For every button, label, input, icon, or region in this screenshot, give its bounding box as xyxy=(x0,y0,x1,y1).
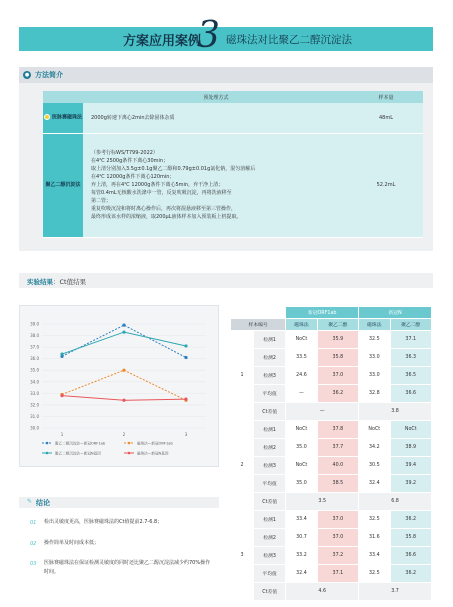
table-row xyxy=(231,421,431,438)
pencil-icon: ✎ xyxy=(27,498,33,505)
sub-col-header: 聚乙二醇 xyxy=(318,319,358,330)
table-cell: 37.0 xyxy=(318,529,358,546)
data-point xyxy=(184,398,187,401)
row-label: 检测2 xyxy=(254,439,285,456)
table-row xyxy=(231,493,431,510)
table-cell: 36.2 xyxy=(391,565,432,582)
method-section-title: 方法简介 xyxy=(35,71,63,79)
x-tick-label: 1 xyxy=(60,432,64,437)
data-point xyxy=(60,352,63,355)
table-cell: — xyxy=(286,385,316,402)
row-label: 检测2 xyxy=(254,349,285,366)
conclusion-number: 01 xyxy=(30,520,37,526)
series-line xyxy=(62,370,186,400)
row-label: Ct差值 xyxy=(254,583,285,600)
row-label: 检测2 xyxy=(254,529,285,546)
row-label: 检测3 xyxy=(254,367,285,384)
table-cell: 35.8 xyxy=(391,529,432,546)
page-title: 方案应用案例 xyxy=(123,34,202,49)
method-desc-peg: （参考行标WS/T799-2022） 在4℃ 2500g条件下离心30min； 取上清分别加入3.5g±0.1g聚乙二醇和0.79g±0.01g氯化钠，混匀溶解后 在4℃ 12000g条件下离心120min； 弃上清，再在4℃ 12000g条件下离心5min，弃干净上清； 每管0.4mL无核酸水洗涤中一管，反复吹吸沉淀，再将洗液移至 第二管； 重复吹吸沉淀和将时离心操作后，再次将混悬液移至第三管操作， 最终形成该水样的浓缩液，取200μL液体样本加入预装板上机提取。 xyxy=(83,133,349,237)
y-tick-label: 38.0 xyxy=(30,333,39,339)
legend-label: 聚乙二醇沉淀法—新冠ORF1ab xyxy=(55,441,106,446)
sub-col-header: 聚乙二醇 xyxy=(391,319,432,330)
ct-diff-cell: 6.8 xyxy=(359,493,431,510)
data-point xyxy=(184,356,187,359)
legend-marker xyxy=(46,452,49,455)
table-cell: NoCt xyxy=(286,331,316,348)
y-tick-label: 36.0 xyxy=(30,356,39,362)
table-cell: 35.0 xyxy=(286,439,316,456)
table-cell: 32.5 xyxy=(359,565,389,582)
table-cell: 36.3 xyxy=(391,349,432,366)
sample-id: 1 xyxy=(231,331,253,420)
table-cell: 35.0 xyxy=(286,475,316,492)
y-tick-label: 31.0 xyxy=(30,413,39,419)
highlight-dot-icon xyxy=(44,114,50,120)
ct-line-chart xyxy=(20,306,220,468)
table-row xyxy=(231,475,431,492)
legend-label: 聚乙二醇沉淀法—新冠N基因 xyxy=(55,451,101,456)
table-row xyxy=(231,349,431,366)
data-point xyxy=(184,344,187,347)
table-cell: 31.6 xyxy=(359,529,389,546)
table-row xyxy=(231,403,431,420)
table-cell: 37.8 xyxy=(318,421,358,438)
col-group-n: 新冠N xyxy=(359,307,431,318)
y-tick-label: 32.0 xyxy=(30,402,39,408)
table-cell: 37.1 xyxy=(391,331,432,348)
table-cell: 33.2 xyxy=(286,547,316,564)
data-point xyxy=(122,330,125,333)
row-label: 检测3 xyxy=(254,547,285,564)
method-label-peg: 聚乙二醇沉淀法 xyxy=(43,133,83,237)
table-cell: 36.5 xyxy=(391,367,432,384)
sub-col-header: 磁珠法 xyxy=(286,319,316,330)
table-cell: 30.7 xyxy=(286,529,316,546)
table-cell: 37.2 xyxy=(318,547,358,564)
table-cell: 37.0 xyxy=(318,511,358,528)
table-cell: 39.4 xyxy=(391,457,432,474)
table-row xyxy=(231,583,431,600)
row-label: 检测1 xyxy=(254,331,285,348)
row-label: 检测3 xyxy=(254,457,285,474)
chart-box xyxy=(19,305,219,467)
table-row xyxy=(231,511,431,528)
data-point xyxy=(122,324,125,327)
conclusion-number: 02 xyxy=(30,541,37,547)
table-cell: NoCt xyxy=(286,457,316,474)
table-row xyxy=(231,529,431,546)
conclusion-item: 检出灵敏度更高，医脉赛磁珠法的Ct值提前2.7-6.8； xyxy=(44,519,163,525)
x-tick-label: 3 xyxy=(184,432,188,437)
ct-diff-cell: 4.6 xyxy=(286,583,358,600)
legend-marker xyxy=(46,442,49,445)
page-subtitle: 磁珠法对比聚乙二醇沉淀法 xyxy=(226,34,352,46)
table-row xyxy=(231,457,431,474)
row-label: 检测1 xyxy=(254,511,285,528)
method-label-magnetic: 医脉赛磁珠法 xyxy=(43,103,83,133)
data-point xyxy=(122,369,125,372)
section-bullet-icon: ● xyxy=(24,72,30,78)
table-cell: NoCt xyxy=(391,421,432,438)
legend-label: 磁珠法—新冠ORF1ab xyxy=(137,441,173,446)
conclusion-title: 结论 xyxy=(36,499,50,507)
ct-diff-cell: 3.8 xyxy=(359,403,431,420)
sub-col-header: 磁珠法 xyxy=(359,319,389,330)
row-label: Ct差值 xyxy=(254,493,285,510)
legend-label: 磁珠法—新冠N基因 xyxy=(137,451,169,456)
table-cell: 33.0 xyxy=(359,367,389,384)
table-cell: 36.6 xyxy=(391,547,432,564)
table-cell: 30.5 xyxy=(359,457,389,474)
table-row xyxy=(231,385,431,402)
table-cell: 38.5 xyxy=(318,475,358,492)
table-cell: 35.8 xyxy=(318,349,358,366)
y-tick-label: 39.0 xyxy=(30,321,39,327)
col-sample: 样本编号 xyxy=(231,319,285,330)
legend-marker xyxy=(128,452,131,455)
data-point xyxy=(60,394,63,397)
table-cell: 36.2 xyxy=(318,385,358,402)
method-col-vol: 样本量 xyxy=(349,91,423,103)
conclusion-number: 03 xyxy=(30,561,37,567)
table-cell: 33.0 xyxy=(359,349,389,366)
method-desc-magnetic: 2000g转速下离心2min去除固体杂质 xyxy=(83,103,349,133)
y-tick-label: 35.0 xyxy=(30,367,39,373)
ct-diff-cell: 3.7 xyxy=(359,583,431,600)
table-cell: NoCt xyxy=(286,421,316,438)
conclusion-item: 医脉赛磁珠法在保证检测灵敏度的同时还比聚乙二醇沉淀法减少约70%操作时间。 xyxy=(44,560,211,575)
table-cell: 33.4 xyxy=(286,511,316,528)
table-row xyxy=(231,565,431,582)
table-cell: 32.5 xyxy=(359,331,389,348)
row-label: 平均值 xyxy=(254,385,285,402)
sample-id: 2 xyxy=(231,421,253,510)
results-section-title: 实验结果：Ct值结果 xyxy=(27,278,87,286)
y-tick-label: 37.0 xyxy=(30,344,39,350)
table-cell: 37.0 xyxy=(318,367,358,384)
table-cell: 32.4 xyxy=(359,475,389,492)
col-group-orf1ab: 新冠ORF1ab xyxy=(286,307,358,318)
sample-id: 3 xyxy=(231,511,253,600)
case-number: 3 xyxy=(197,15,220,56)
table-cell: NoCt xyxy=(359,421,389,438)
table-cell: 33.4 xyxy=(359,547,389,564)
table-cell: 35.9 xyxy=(318,331,358,348)
method-section-header xyxy=(19,67,433,83)
table-cell: 34.2 xyxy=(359,439,389,456)
row-label: 平均值 xyxy=(254,565,285,582)
table-cell: 32.8 xyxy=(359,385,389,402)
y-tick-label: 30.0 xyxy=(30,425,39,431)
y-tick-label: 34.0 xyxy=(30,379,39,385)
table-cell: 36.2 xyxy=(391,511,432,528)
row-label: 检测1 xyxy=(254,421,285,438)
ct-diff-cell: — xyxy=(286,403,358,420)
x-tick-label: 2 xyxy=(122,432,126,437)
method-vol-peg: 52.2mL xyxy=(349,133,423,237)
conclusion-item: 操作简单及时间成本低； xyxy=(44,540,100,546)
row-label: Ct差值 xyxy=(254,403,285,420)
ct-results-table xyxy=(230,306,432,601)
legend-marker xyxy=(128,442,131,445)
table-cell: 39.2 xyxy=(391,475,432,492)
table-cell: 32.4 xyxy=(286,565,316,582)
ct-diff-cell: 3.5 xyxy=(286,493,358,510)
table-cell: 36.6 xyxy=(391,385,432,402)
row-label: 平均值 xyxy=(254,475,285,492)
table-cell: 33.5 xyxy=(286,349,316,366)
table-cell: 24.6 xyxy=(286,367,316,384)
table-cell: 38.9 xyxy=(391,439,432,456)
method-col-pre: 预处理方式 xyxy=(83,91,349,103)
table-row xyxy=(231,367,431,384)
table-cell: 32.5 xyxy=(359,511,389,528)
method-col-blank xyxy=(43,91,83,103)
table-cell: 37.1 xyxy=(318,565,358,582)
method-table xyxy=(43,91,423,238)
table-row xyxy=(231,439,431,456)
y-tick-label: 33.0 xyxy=(30,390,39,396)
table-cell: 37.7 xyxy=(318,439,358,456)
table-row xyxy=(231,331,431,348)
table-row xyxy=(231,547,431,564)
method-vol-magnetic: 48mL xyxy=(349,103,423,133)
table-cell: 40.0 xyxy=(318,457,358,474)
data-point xyxy=(122,399,125,402)
